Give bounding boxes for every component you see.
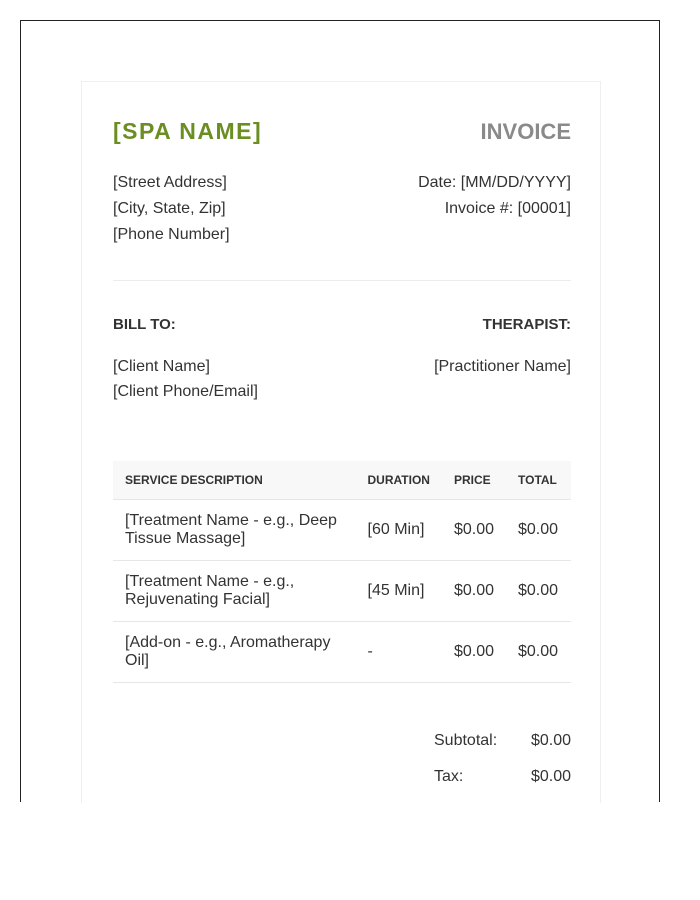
column-header-total: TOTAL bbox=[506, 461, 571, 500]
services-table bbox=[113, 461, 571, 683]
service-price: $0.00 bbox=[442, 500, 506, 561]
table-row bbox=[113, 622, 571, 683]
table-header-row bbox=[113, 461, 571, 500]
practitioner-name: [Practitioner Name] bbox=[434, 358, 571, 375]
service-total: $0.00 bbox=[506, 622, 571, 683]
service-description: [Add-on - e.g., Aromatherapy Oil] bbox=[113, 622, 356, 683]
service-total: $0.00 bbox=[506, 500, 571, 561]
city-state-zip: [City, State, Zip] bbox=[113, 200, 226, 217]
column-header-description: SERVICE DESCRIPTION bbox=[113, 461, 356, 500]
tax-label: Tax: bbox=[434, 768, 464, 785]
service-price: $0.00 bbox=[442, 561, 506, 622]
totals-block bbox=[431, 732, 571, 804]
table-row bbox=[113, 561, 571, 622]
page-frame bbox=[20, 20, 660, 802]
header-divider bbox=[113, 280, 571, 281]
client-contact: [Client Phone/Email] bbox=[113, 383, 258, 400]
table-row bbox=[113, 500, 571, 561]
street-address: [Street Address] bbox=[113, 174, 227, 191]
phone-number: [Phone Number] bbox=[113, 226, 230, 243]
subtotal-label: Subtotal: bbox=[434, 732, 498, 749]
spa-name: [SPA NAME] bbox=[113, 118, 263, 144]
subtotal-row bbox=[431, 732, 571, 768]
bill-to-info bbox=[113, 354, 258, 404]
subtotal-value: $0.00 bbox=[530, 732, 571, 749]
service-description: [Treatment Name - e.g., Deep Tissue Massage] bbox=[113, 500, 356, 561]
tax-row bbox=[431, 768, 571, 804]
invoice-card bbox=[81, 81, 601, 803]
client-name: [Client Name] bbox=[113, 358, 210, 375]
invoice-title: INVOICE bbox=[480, 119, 571, 144]
service-duration: - bbox=[356, 622, 442, 683]
invoice-date: Date: [MM/DD/YYYY] bbox=[418, 174, 571, 191]
spa-address bbox=[113, 170, 230, 248]
therapist-label: THERAPIST: bbox=[482, 316, 571, 333]
service-total: $0.00 bbox=[506, 561, 571, 622]
bill-to-label: BILL TO: bbox=[113, 316, 176, 333]
therapist-info bbox=[434, 354, 571, 379]
service-duration: [45 Min] bbox=[356, 561, 442, 622]
service-description: [Treatment Name - e.g., Rejuvenating Facial] bbox=[113, 561, 356, 622]
column-header-duration: DURATION bbox=[356, 461, 442, 500]
tax-value: $0.00 bbox=[530, 768, 571, 785]
invoice-meta bbox=[418, 170, 571, 222]
invoice-number: Invoice #: [00001] bbox=[444, 200, 571, 217]
service-duration: [60 Min] bbox=[356, 500, 442, 561]
column-header-price: PRICE bbox=[442, 461, 506, 500]
service-price: $0.00 bbox=[442, 622, 506, 683]
